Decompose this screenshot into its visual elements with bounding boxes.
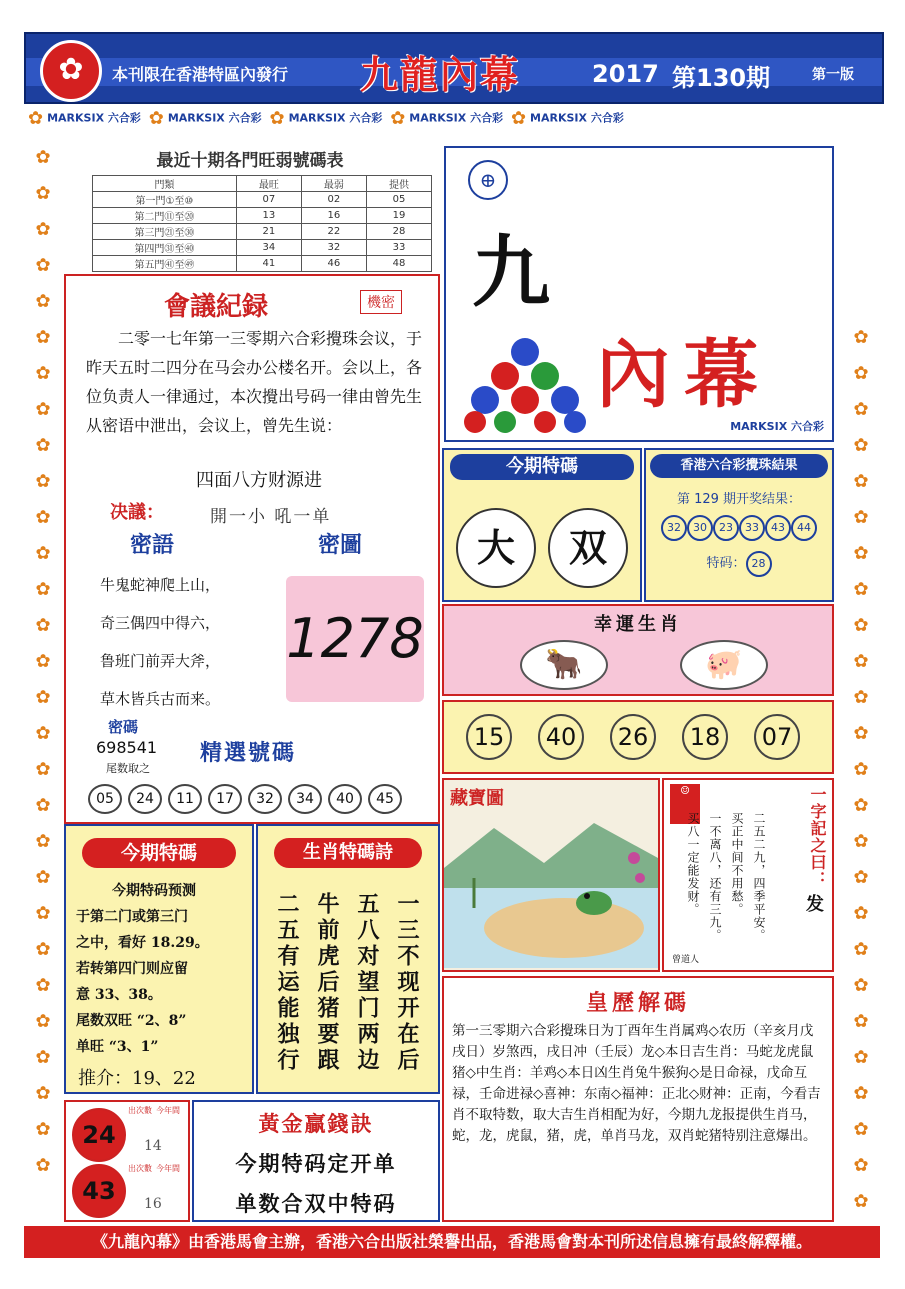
predict-line: 尾数双旺 “2、8” bbox=[76, 1013, 187, 1029]
table-cell: 41 bbox=[236, 256, 301, 272]
result-ball: 44 bbox=[791, 515, 817, 541]
table-cell: 02 bbox=[301, 192, 366, 208]
special-predict-body bbox=[76, 878, 246, 1060]
gold-tip-line: 今期特码定开单 bbox=[235, 1151, 397, 1176]
resolution-text: 開一小 吼一单 bbox=[210, 507, 332, 527]
special-today-title: 今期特碼 bbox=[450, 454, 634, 480]
almanac-text: 第一三零期六合彩攪珠日为丁酉年生肖属鸡◇农历（辛亥月戊戌日）岁煞西，戌日冲（壬辰）龙◇本日吉生肖：马蛇龙虎鼠猪◇中生肖：羊鸡◇本日凶生肖兔牛猴狗◇是日命禄，戊命互禄，壬命进禄◇喜神：东南◇福神：正北◇财神：正南，今看吉肖不取特数，取大吉生肖相配为好，今期九龙报提供生肖马，蛇，龙，虎鼠，猪，虎，单肖马龙，双肖蛇猪特别注意爆出。 bbox=[452, 1023, 821, 1144]
table-cell: 19 bbox=[366, 208, 431, 224]
code-note: 尾数取之 bbox=[106, 762, 150, 775]
poem-line: 鲁班门前弄大斧， bbox=[100, 652, 221, 670]
table-cell: 第四門㉛至㊵ bbox=[93, 240, 237, 256]
predict-line: 今期特码预测 bbox=[112, 883, 196, 899]
stats-label: 出次數 bbox=[128, 1164, 152, 1173]
lucky-number-ball: 07 bbox=[754, 714, 800, 760]
code-label: 密碼 bbox=[108, 718, 139, 736]
meeting-panel bbox=[64, 274, 440, 824]
stats-label: 今年間 bbox=[156, 1164, 180, 1173]
brand-liuhecai: 六合彩 bbox=[349, 111, 383, 125]
header-issue: 第130期 bbox=[672, 64, 771, 92]
zodiac-poem-line: 一三不现开在后 bbox=[394, 892, 420, 1074]
table-cell: 05 bbox=[366, 192, 431, 208]
meeting-body: 二零一七年第一三零期六合彩攪珠会议，于昨天五时二四分在马会办公楼名开。会以上，各位负责人一律通过，本次攪出号码一律由曾先生从密语中泄出，会议上，曾先生说： bbox=[86, 329, 423, 435]
stats-label: 出次數 bbox=[128, 1106, 152, 1115]
masthead-panel bbox=[444, 146, 834, 442]
lucky-numbers-panel bbox=[442, 700, 834, 774]
right-side-border: ✿ ✿ ✿ ✿ ✿ ✿ ✿ ✿ ✿ ✿ ✿ ✿ ✿ ✿ ✿ ✿ ✿ ✿ ✿ ✿ ✿ ✿ ✿ ✿ ✿ bbox=[853, 327, 869, 1212]
special-label: 特码： bbox=[706, 556, 746, 571]
table-header: 門類 bbox=[93, 176, 237, 192]
special-ball: 28 bbox=[746, 551, 772, 577]
one-word-title: 一字記之曰： bbox=[808, 786, 827, 888]
table-row bbox=[93, 224, 432, 240]
weak-strong-table bbox=[92, 175, 432, 272]
stats-panel bbox=[64, 1100, 190, 1222]
left-side-border: ✿ ✿ ✿ ✿ ✿ ✿ ✿ ✿ ✿ ✿ ✿ ✿ ✿ ✿ ✿ ✿ ✿ ✿ ✿ ✿ ✿ ✿ ✿ ✿ ✿ ✿ ✿ ✿ ✿ bbox=[35, 147, 51, 1176]
predict-line: 之中，看好 18.29。 bbox=[76, 935, 209, 951]
resolution-label: 决議： bbox=[110, 502, 164, 523]
gold-tip-title: 黃金贏錢訣 bbox=[258, 1111, 374, 1136]
lucky-numbers-row bbox=[466, 714, 832, 760]
zodiac-poem-panel bbox=[256, 824, 440, 1094]
one-word-panel bbox=[662, 778, 834, 972]
table-row bbox=[93, 240, 432, 256]
confidential-stamp: 機密 bbox=[360, 290, 402, 314]
number-ball: 32 bbox=[248, 784, 282, 814]
meeting-quote: 四面八方财源进 bbox=[196, 470, 322, 491]
table-cell: 21 bbox=[236, 224, 301, 240]
lucky-zodiac-title: 幸運生肖 bbox=[594, 614, 682, 635]
table-cell: 33 bbox=[366, 240, 431, 256]
special-predict-panel bbox=[64, 824, 254, 1094]
predict-line: 若转第四门则应留 bbox=[76, 961, 188, 977]
zodiac-poem-title: 生肖特碼詩 bbox=[274, 838, 422, 868]
results-title: 香港六合彩攪珠結果 bbox=[650, 454, 828, 478]
flower-icon: ✿ bbox=[390, 108, 406, 129]
almanac-title: 皇歷解碼 bbox=[585, 990, 690, 1016]
table-cell: 第一門①至⑩ bbox=[93, 192, 237, 208]
predict-line: 于第二门或第三门 bbox=[76, 909, 188, 925]
flower-icon: ✿ bbox=[148, 108, 164, 129]
brand-marksix: MARKSIX bbox=[167, 111, 225, 125]
stats-value: 16 bbox=[144, 1196, 162, 1212]
number-ball: 24 bbox=[128, 784, 162, 814]
result-ball: 30 bbox=[687, 515, 713, 541]
one-word-char: 发 bbox=[806, 894, 824, 915]
weak-strong-panel bbox=[62, 146, 438, 270]
number-ball: 11 bbox=[168, 784, 202, 814]
table-cell: 22 bbox=[301, 224, 366, 240]
table-header: 最弱 bbox=[301, 176, 366, 192]
result-ball: 43 bbox=[765, 515, 791, 541]
brand-row bbox=[24, 108, 624, 136]
table-cell: 第三門㉑至㉚ bbox=[93, 224, 237, 240]
flower-icon: ✿ bbox=[28, 108, 44, 129]
bauhinia-logo-icon: ✿ bbox=[40, 40, 102, 102]
table-row bbox=[93, 256, 432, 272]
results-special bbox=[646, 551, 832, 577]
secret-map-label: 密圖 bbox=[318, 532, 363, 558]
number-ball: 40 bbox=[328, 784, 362, 814]
table-row bbox=[93, 208, 432, 224]
table-header: 最旺 bbox=[236, 176, 301, 192]
flower-icon: ✿ bbox=[510, 108, 527, 129]
results-draw-label: 第 129 期开奖结果： bbox=[676, 492, 802, 507]
special-char-big: 大 bbox=[456, 508, 536, 588]
brand-marksix: MARKSIX bbox=[47, 111, 105, 125]
pig-icon: 🐖 bbox=[680, 640, 768, 690]
special-predict-title: 今期特碼 bbox=[82, 838, 236, 868]
number-ball: 34 bbox=[288, 784, 322, 814]
brand-marksix: MARKSIX bbox=[288, 111, 346, 125]
predict-line: 单旺 “3、1” bbox=[76, 1039, 159, 1055]
lottery-balls-icon bbox=[460, 334, 590, 434]
table-cell: 13 bbox=[236, 208, 301, 224]
number-ball: 45 bbox=[368, 784, 402, 814]
special-predict-recommend: 推介：19、22 bbox=[78, 1068, 196, 1089]
brand-liuhecai: 六合彩 bbox=[107, 111, 141, 125]
almanac-panel bbox=[442, 976, 834, 1222]
number-ball: 05 bbox=[88, 784, 122, 814]
table-cell: 28 bbox=[366, 224, 431, 240]
emblem-icon: ⊕ bbox=[468, 160, 508, 200]
table-cell: 第二門⑪至⑳ bbox=[93, 208, 237, 224]
portrait-icon: ☺ bbox=[670, 784, 700, 824]
brand-liuhecai: 六合彩 bbox=[470, 111, 504, 125]
number-ball: 17 bbox=[208, 784, 242, 814]
gold-tip-line: 单数合双中特码 bbox=[235, 1191, 397, 1216]
flower-icon: ✿ bbox=[269, 108, 285, 129]
masthead-char-1: 九 bbox=[472, 227, 551, 318]
header-title: 九龍內幕 bbox=[360, 52, 521, 97]
lucky-number-ball: 26 bbox=[610, 714, 656, 760]
results-numbers bbox=[646, 515, 832, 541]
brand-liuhecai: 六合彩 bbox=[590, 111, 624, 125]
selected-numbers-label: 精選號碼 bbox=[200, 740, 297, 766]
lucky-number-ball: 40 bbox=[538, 714, 584, 760]
table-cell: 46 bbox=[301, 256, 366, 272]
one-word-line: 买八一定能发财。 bbox=[686, 812, 700, 916]
header-edition: 第一版 bbox=[812, 67, 854, 83]
special-today-panel bbox=[442, 448, 642, 602]
selected-numbers bbox=[88, 784, 402, 814]
table-row bbox=[93, 192, 432, 208]
stats-value: 14 bbox=[144, 1138, 162, 1154]
brand-marksix: MARKSIX bbox=[530, 111, 587, 125]
stats-label: 今年間 bbox=[156, 1106, 180, 1115]
lucky-zodiac-panel bbox=[442, 604, 834, 696]
results-panel bbox=[644, 448, 834, 602]
predict-line: 意 33、38。 bbox=[76, 987, 162, 1003]
frog-landscape-icon bbox=[444, 808, 658, 968]
zodiac-poem-line: 二五有运能独行 bbox=[274, 892, 300, 1074]
table-cell: 07 bbox=[236, 192, 301, 208]
treasure-map-panel bbox=[442, 778, 660, 972]
masthead-brand: MARKSIX 六合彩 bbox=[730, 420, 824, 433]
handwritten-number: 1278 bbox=[286, 576, 424, 702]
secret-words-label: 密語 bbox=[130, 532, 175, 558]
masthead-char-2: 內幕 bbox=[596, 332, 772, 418]
table-cell: 第五門㊶至㊾ bbox=[93, 256, 237, 272]
lucky-number-ball: 15 bbox=[466, 714, 512, 760]
stats-number: 24 bbox=[72, 1108, 126, 1162]
one-word-line: 买正中间不用愁。 bbox=[730, 812, 744, 916]
special-char-double: 双 bbox=[548, 508, 628, 588]
poem-line: 草木皆兵古而来。 bbox=[100, 690, 221, 708]
treasure-title: 藏寶圖 bbox=[450, 788, 504, 809]
meeting-title: 會議紀録 bbox=[164, 292, 269, 322]
table-cell: 16 bbox=[301, 208, 366, 224]
restriction-text: 本刊限在香港特區內發行 bbox=[112, 65, 289, 84]
poem bbox=[100, 566, 220, 718]
table-cell: 48 bbox=[366, 256, 431, 272]
one-word-line: 二五二九，四季平安。 bbox=[752, 812, 766, 942]
brand-marksix: MARKSIX bbox=[409, 111, 467, 125]
table-header: 提供 bbox=[366, 176, 431, 192]
zodiac-poem-line: 牛前虎后猪要跟 bbox=[314, 892, 340, 1074]
gold-tip-panel bbox=[192, 1100, 440, 1222]
brand-liuhecai: 六合彩 bbox=[228, 111, 262, 125]
result-ball: 23 bbox=[713, 515, 739, 541]
table-cell: 34 bbox=[236, 240, 301, 256]
weak-strong-title: 最近十期各門旺弱號碼表 bbox=[156, 151, 344, 171]
poem-line: 奇三偶四中得六， bbox=[100, 614, 221, 632]
code-value: 698541 bbox=[96, 738, 158, 757]
result-ball: 33 bbox=[739, 515, 765, 541]
result-ball: 32 bbox=[661, 515, 687, 541]
one-word-line: 一不离八，还有三九。 bbox=[708, 812, 722, 942]
poem-line: 牛鬼蛇神爬上山， bbox=[100, 576, 221, 594]
ox-icon: 🐂 bbox=[520, 640, 608, 690]
footer-bar: 《九龍內幕》由香港馬會主辦，香港六合出版社榮譽出品，香港馬會對本刊所述信息擁有最終解釋權。 bbox=[24, 1226, 880, 1258]
header-year: 2017 bbox=[592, 60, 659, 88]
stats-number: 43 bbox=[72, 1164, 126, 1218]
lucky-number-ball: 18 bbox=[682, 714, 728, 760]
zodiac-poem-line: 五八对望门两边 bbox=[354, 892, 380, 1074]
one-word-signature: 曾道人 bbox=[672, 955, 700, 965]
table-cell: 32 bbox=[301, 240, 366, 256]
